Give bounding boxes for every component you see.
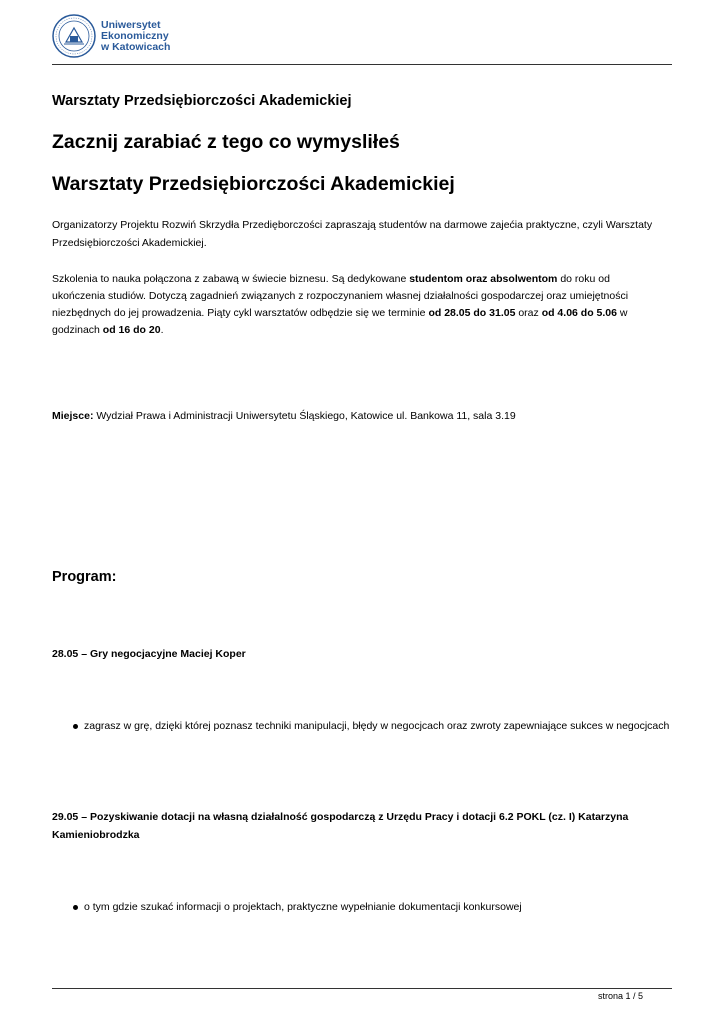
university-seal-icon [52, 14, 96, 58]
page-title: Zacznij zarabiać z tego co wymysliłeś [52, 131, 400, 153]
university-logo[interactable] [52, 14, 252, 62]
list-item [73, 717, 673, 735]
footer-divider [52, 988, 672, 989]
description-text-1: Szkolenia to nauka połączona z zabawą w świecie biznesu. Są dedykowane [52, 273, 410, 285]
description-text-5: . [160, 324, 164, 336]
description-paragraph [52, 271, 664, 339]
list-item-text: o tym gdzie szukać informacji o projektach, praktyczne wypełnianie dokumentacji konkursowej [84, 901, 522, 913]
list-item-text: zagrasz w grę, dzięki której poznasz techniki manipulacji, błędy w negocjcach oraz zwroty zapewniające sukces w negocjcach [84, 720, 670, 732]
location-value: Wydział Prawa i Administracji Uniwersytetu Śląskiego, Katowice ul. Bankowa 11, sala 3.19 [93, 410, 516, 422]
location-label: Miejsce: [52, 410, 94, 422]
bullet-icon [73, 905, 78, 910]
list-item [73, 898, 673, 916]
university-name-line-1: Uniwersytet [101, 19, 161, 31]
description-bold-dates-1: od 28.05 do 31.05 [428, 307, 516, 319]
university-name [101, 20, 170, 53]
university-name-line-2: Ekonomiczny [101, 30, 169, 42]
section-title: Warsztaty Przedsiębiorczości Akademickiej [52, 93, 352, 109]
page-header [52, 14, 672, 66]
university-name-line-3: w Katowicach [101, 41, 171, 53]
page-subtitle: Warsztaty Przedsiębiorczości Akademickiej [52, 173, 455, 195]
bullet-icon [73, 724, 78, 729]
page-number: strona 1 / 5 [597, 991, 643, 1001]
location-line [52, 410, 516, 422]
session-title: 29.05 – Pozyskiwanie dotacji na własną działalność gospodarczą z Urzędu Pracy i dotacji 6.2 POKL (cz. I) Katarzyna Kamieniobrodzka [52, 811, 629, 841]
intro-paragraph: Organizatorzy Projektu Rozwiń Skrzydła Przedięborczości zapraszają studentów na darmowe zajećia praktyczne, czyli Warsztaty Przedsiębiorczości Akademickiej. [52, 219, 653, 249]
description-bold-audience: studentom oraz absolwentom [409, 273, 558, 285]
description-text-2: do roku od ukończenia studiów. Dotyczą zagadnień związanych z rozpoczynaniem własnej działalności gospodarczej oraz umiejętności niezbędnych do jej prowadzenia. Piąty cykl warsztatów odbędzie się we terminie [52, 273, 629, 319]
description-bold-dates-2: od 4.06 do 5.06 [541, 307, 617, 319]
header-divider [52, 64, 672, 65]
description-text-3: oraz [515, 307, 542, 319]
description-bold-hours: od 16 do 20 [102, 324, 161, 336]
session-title: 28.05 – Gry negocjacyjne Maciej Koper [52, 648, 246, 660]
program-heading: Program: [52, 569, 117, 585]
description-text-4: w godzinach [52, 307, 628, 336]
